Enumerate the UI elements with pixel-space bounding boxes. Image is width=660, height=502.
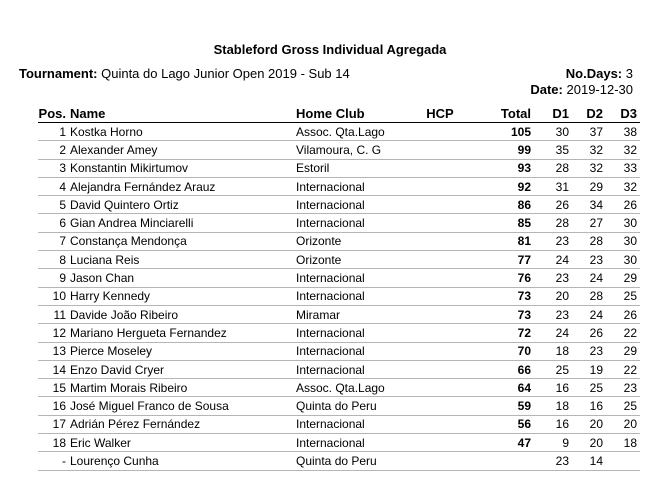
cell-total: 64 bbox=[460, 379, 538, 397]
cell-name: Eric Walker bbox=[70, 434, 296, 452]
cell-pos: 16 bbox=[38, 397, 70, 415]
cell-pos: 5 bbox=[38, 196, 70, 214]
table-row bbox=[38, 269, 640, 287]
cell-hcp bbox=[420, 379, 460, 397]
cell-hcp bbox=[420, 269, 460, 287]
cell-d3: 25 bbox=[606, 397, 640, 415]
table-row bbox=[38, 324, 640, 342]
tournament-line bbox=[19, 66, 350, 81]
cell-d1: 23 bbox=[538, 232, 572, 250]
report-title: Stableford Gross Individual Agregada bbox=[213, 42, 447, 57]
cell-d2: 28 bbox=[572, 232, 606, 250]
cell-d2: 34 bbox=[572, 196, 606, 214]
cell-name: Adrián Pérez Fernández bbox=[70, 415, 296, 433]
header-pos: Pos. bbox=[38, 104, 70, 123]
table-row bbox=[38, 342, 640, 360]
cell-pos: 9 bbox=[38, 269, 70, 287]
cell-name: Alexander Amey bbox=[70, 141, 296, 159]
table-row bbox=[38, 214, 640, 232]
cell-pos: 8 bbox=[38, 251, 70, 269]
cell-name: Kostka Horno bbox=[70, 123, 296, 141]
cell-d2: 25 bbox=[572, 379, 606, 397]
cell-name: Alejandra Fernández Arauz bbox=[70, 177, 296, 195]
cell-pos: 3 bbox=[38, 159, 70, 177]
cell-d2: 23 bbox=[572, 342, 606, 360]
table-row bbox=[38, 251, 640, 269]
cell-d2: 37 bbox=[572, 123, 606, 141]
tournament-name: Quinta do Lago Junior Open 2019 - Sub 14 bbox=[101, 66, 350, 81]
cell-total: 59 bbox=[460, 397, 538, 415]
cell-name: Jason Chan bbox=[70, 269, 296, 287]
cell-name: Constança Mendonça bbox=[70, 232, 296, 250]
cell-d1: 28 bbox=[538, 159, 572, 177]
cell-name: Konstantin Mikirtumov bbox=[70, 159, 296, 177]
cell-d3: 33 bbox=[606, 159, 640, 177]
table-row bbox=[38, 452, 640, 470]
cell-d2: 24 bbox=[572, 305, 606, 323]
cell-d3: 29 bbox=[606, 269, 640, 287]
cell-hcp bbox=[420, 415, 460, 433]
table-row bbox=[38, 397, 640, 415]
table-body bbox=[38, 123, 640, 471]
cell-name: Pierce Moseley bbox=[70, 342, 296, 360]
table-row bbox=[38, 123, 640, 141]
cell-d1: 16 bbox=[538, 379, 572, 397]
cell-total: 56 bbox=[460, 415, 538, 433]
cell-club: Internacional bbox=[296, 324, 420, 342]
cell-d2: 32 bbox=[572, 159, 606, 177]
cell-total: 73 bbox=[460, 305, 538, 323]
cell-d3: 22 bbox=[606, 360, 640, 378]
cell-d1: 31 bbox=[538, 177, 572, 195]
cell-hcp bbox=[420, 196, 460, 214]
cell-d1: 25 bbox=[538, 360, 572, 378]
cell-d1: 23 bbox=[538, 452, 572, 470]
cell-name: Mariano Hergueta Fernandez bbox=[70, 324, 296, 342]
cell-club: Internacional bbox=[296, 342, 420, 360]
cell-name: David Quintero Ortiz bbox=[70, 196, 296, 214]
table-row bbox=[38, 177, 640, 195]
cell-d2: 24 bbox=[572, 269, 606, 287]
cell-d2: 16 bbox=[572, 397, 606, 415]
cell-name: Luciana Reis bbox=[70, 251, 296, 269]
cell-club: Estoril bbox=[296, 159, 420, 177]
cell-club: Orizonte bbox=[296, 251, 420, 269]
tournament-label: Tournament: bbox=[19, 66, 98, 81]
table-row bbox=[38, 196, 640, 214]
table-row bbox=[38, 360, 640, 378]
date-value: 2019-12-30 bbox=[566, 82, 633, 97]
results-table bbox=[38, 104, 640, 471]
cell-pos: 2 bbox=[38, 141, 70, 159]
table-row bbox=[38, 379, 640, 397]
cell-d2: 27 bbox=[572, 214, 606, 232]
cell-name: Lourenço Cunha bbox=[70, 452, 296, 470]
number-of-days bbox=[566, 66, 633, 81]
cell-total: 72 bbox=[460, 324, 538, 342]
cell-pos: 15 bbox=[38, 379, 70, 397]
cell-d3: 20 bbox=[606, 415, 640, 433]
cell-club: Orizonte bbox=[296, 232, 420, 250]
table-header-row bbox=[38, 104, 640, 123]
cell-d2: 14 bbox=[572, 452, 606, 470]
cell-total: 92 bbox=[460, 177, 538, 195]
cell-hcp bbox=[420, 287, 460, 305]
cell-name: Enzo David Cryer bbox=[70, 360, 296, 378]
cell-d1: 23 bbox=[538, 269, 572, 287]
cell-total: 76 bbox=[460, 269, 538, 287]
ndays-label: No.Days: bbox=[565, 66, 623, 81]
cell-total: 105 bbox=[460, 123, 538, 141]
cell-club: Internacional bbox=[296, 269, 420, 287]
cell-name: Davide João Ribeiro bbox=[70, 305, 296, 323]
table-row bbox=[38, 415, 640, 433]
cell-hcp bbox=[420, 305, 460, 323]
table-row bbox=[38, 287, 640, 305]
cell-d3: 23 bbox=[606, 379, 640, 397]
cell-d2: 19 bbox=[572, 360, 606, 378]
cell-club: Internacional bbox=[296, 434, 420, 452]
table-row bbox=[38, 232, 640, 250]
cell-d3: 29 bbox=[606, 342, 640, 360]
cell-d1: 26 bbox=[538, 196, 572, 214]
cell-hcp bbox=[420, 214, 460, 232]
cell-club: Quinta do Peru bbox=[296, 452, 420, 470]
cell-pos: 14 bbox=[38, 360, 70, 378]
cell-total bbox=[460, 452, 538, 470]
cell-d1: 20 bbox=[538, 287, 572, 305]
cell-club: Vilamoura, C. G bbox=[296, 141, 420, 159]
cell-d3 bbox=[606, 452, 640, 470]
table-row bbox=[38, 305, 640, 323]
cell-d1: 35 bbox=[538, 141, 572, 159]
cell-total: 85 bbox=[460, 214, 538, 232]
ndays-value: 3 bbox=[625, 66, 633, 81]
cell-d3: 25 bbox=[606, 287, 640, 305]
cell-d2: 26 bbox=[572, 324, 606, 342]
cell-name: Gian Andrea Minciarelli bbox=[70, 214, 296, 232]
cell-pos: 7 bbox=[38, 232, 70, 250]
cell-total: 86 bbox=[460, 196, 538, 214]
cell-hcp bbox=[420, 342, 460, 360]
cell-d3: 38 bbox=[606, 123, 640, 141]
cell-d3: 32 bbox=[606, 141, 640, 159]
cell-name: José Miguel Franco de Sousa bbox=[70, 397, 296, 415]
cell-d1: 28 bbox=[538, 214, 572, 232]
cell-club: Internacional bbox=[296, 287, 420, 305]
cell-total: 93 bbox=[460, 159, 538, 177]
cell-hcp bbox=[420, 177, 460, 195]
header-name: Name bbox=[70, 104, 296, 123]
table-row bbox=[38, 434, 640, 452]
cell-pos: 13 bbox=[38, 342, 70, 360]
cell-total: 99 bbox=[460, 141, 538, 159]
cell-d3: 30 bbox=[606, 251, 640, 269]
cell-club: Assoc. Qta.Lago bbox=[296, 123, 420, 141]
cell-d1: 16 bbox=[538, 415, 572, 433]
date-label: Date: bbox=[530, 82, 563, 97]
cell-club: Assoc. Qta.Lago bbox=[296, 379, 420, 397]
cell-d3: 30 bbox=[606, 232, 640, 250]
cell-d1: 24 bbox=[538, 251, 572, 269]
cell-d1: 18 bbox=[538, 397, 572, 415]
report-date bbox=[530, 82, 633, 97]
cell-d3: 26 bbox=[606, 196, 640, 214]
cell-club: Miramar bbox=[296, 305, 420, 323]
cell-d2: 20 bbox=[572, 415, 606, 433]
cell-d3: 22 bbox=[606, 324, 640, 342]
cell-d2: 28 bbox=[572, 287, 606, 305]
cell-pos: - bbox=[38, 452, 70, 470]
header-d1: D1 bbox=[538, 104, 572, 123]
cell-d3: 26 bbox=[606, 305, 640, 323]
cell-hcp bbox=[420, 324, 460, 342]
cell-d1: 18 bbox=[538, 342, 572, 360]
cell-hcp bbox=[420, 123, 460, 141]
header-hcp: HCP bbox=[420, 104, 460, 123]
cell-d2: 29 bbox=[572, 177, 606, 195]
cell-pos: 11 bbox=[38, 305, 70, 323]
cell-pos: 6 bbox=[38, 214, 70, 232]
cell-hcp bbox=[420, 141, 460, 159]
cell-club: Quinta do Peru bbox=[296, 397, 420, 415]
cell-hcp bbox=[420, 452, 460, 470]
cell-name: Martim Morais Ribeiro bbox=[70, 379, 296, 397]
table-row bbox=[38, 141, 640, 159]
cell-d1: 30 bbox=[538, 123, 572, 141]
cell-name: Harry Kennedy bbox=[70, 287, 296, 305]
cell-club: Internacional bbox=[296, 177, 420, 195]
header-d3: D3 bbox=[606, 104, 640, 123]
cell-hcp bbox=[420, 397, 460, 415]
cell-hcp bbox=[420, 232, 460, 250]
cell-total: 77 bbox=[460, 251, 538, 269]
cell-club: Internacional bbox=[296, 360, 420, 378]
cell-d3: 32 bbox=[606, 177, 640, 195]
cell-total: 47 bbox=[460, 434, 538, 452]
cell-pos: 4 bbox=[38, 177, 70, 195]
cell-pos: 12 bbox=[38, 324, 70, 342]
cell-d3: 30 bbox=[606, 214, 640, 232]
cell-club: Internacional bbox=[296, 196, 420, 214]
cell-d1: 24 bbox=[538, 324, 572, 342]
cell-d3: 18 bbox=[606, 434, 640, 452]
cell-d2: 20 bbox=[572, 434, 606, 452]
cell-hcp bbox=[420, 159, 460, 177]
cell-d1: 9 bbox=[538, 434, 572, 452]
cell-pos: 1 bbox=[38, 123, 70, 141]
cell-d2: 32 bbox=[572, 141, 606, 159]
cell-pos: 17 bbox=[38, 415, 70, 433]
header-d2: D2 bbox=[572, 104, 606, 123]
cell-d2: 23 bbox=[572, 251, 606, 269]
cell-pos: 18 bbox=[38, 434, 70, 452]
cell-club: Internacional bbox=[296, 214, 420, 232]
cell-club: Internacional bbox=[296, 415, 420, 433]
cell-total: 70 bbox=[460, 342, 538, 360]
table-row bbox=[38, 159, 640, 177]
cell-hcp bbox=[420, 360, 460, 378]
cell-hcp bbox=[420, 251, 460, 269]
cell-pos: 10 bbox=[38, 287, 70, 305]
cell-total: 66 bbox=[460, 360, 538, 378]
cell-total: 73 bbox=[460, 287, 538, 305]
cell-hcp bbox=[420, 434, 460, 452]
header-total: Total bbox=[460, 104, 538, 123]
header-club: Home Club bbox=[296, 104, 420, 123]
cell-total: 81 bbox=[460, 232, 538, 250]
cell-d1: 23 bbox=[538, 305, 572, 323]
